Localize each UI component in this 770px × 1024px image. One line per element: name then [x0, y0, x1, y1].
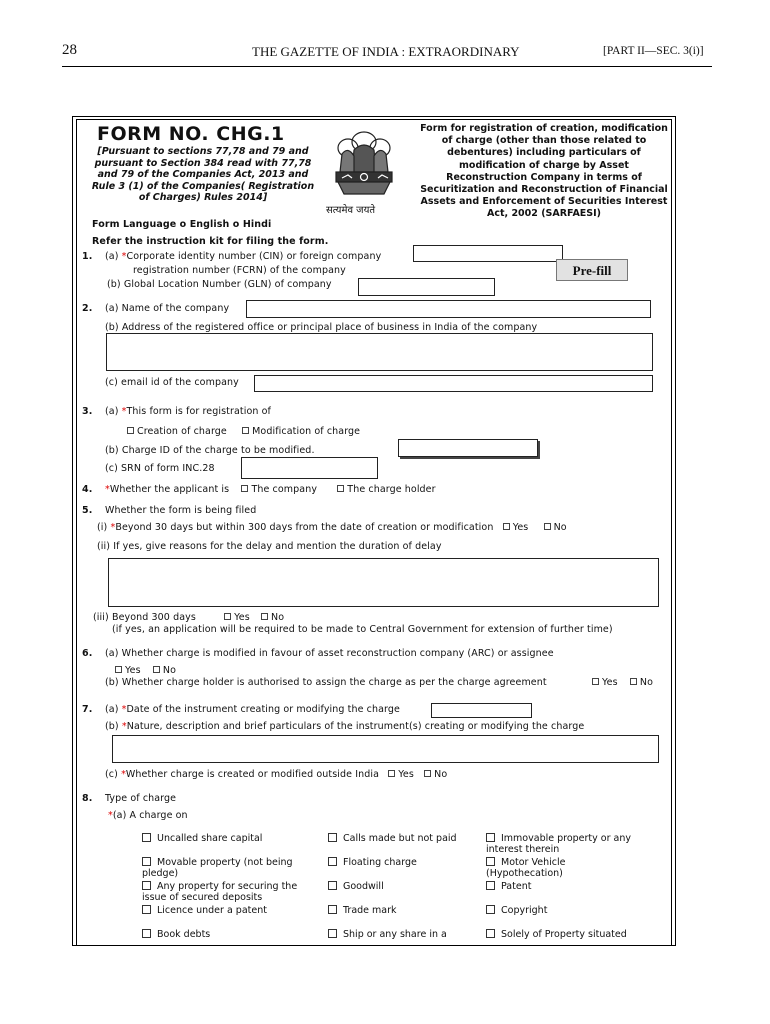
- q6-a-label: (a) Whether charge is modified in favour of asset reconstruction company (ARC) or assignee: [105, 648, 554, 659]
- srn-input[interactable]: [241, 457, 378, 479]
- q5-number: 5.: [82, 505, 93, 516]
- q3-number: 3.: [82, 406, 93, 417]
- checkbox-icon[interactable]: [328, 857, 337, 866]
- option-label: Uncalled share capital: [157, 833, 263, 844]
- q4-label: [105, 484, 436, 495]
- option-label: The company: [251, 484, 318, 495]
- checkbox-icon[interactable]: [328, 905, 337, 914]
- charge-option-motor-vehicle[interactable]: [486, 857, 606, 880]
- q5-label: Whether the form is being filed: [105, 505, 257, 516]
- address-textarea[interactable]: [106, 333, 653, 371]
- instruction-line: Refer the instruction kit for filing the form.: [92, 236, 329, 247]
- q5-i-label: [97, 522, 567, 533]
- q8-number: 8.: [82, 793, 93, 804]
- option-label: (c): [105, 769, 122, 780]
- option-label: Date of the instrument creating or modifying the charge: [126, 704, 400, 715]
- q5-iii-label: [93, 612, 284, 623]
- option-label: Ship or any share in a: [343, 929, 447, 940]
- checkbox-icon[interactable]: [486, 881, 495, 890]
- q6-number: 6.: [82, 648, 93, 659]
- option-label: Creation of charge: [137, 426, 227, 437]
- delay-reason-textarea[interactable]: [108, 558, 659, 607]
- q2-b-label: (b) Address of the registered office or principal place of business in India of the company: [105, 322, 538, 333]
- q5-iii-yes-radio[interactable]: [224, 613, 231, 620]
- checkbox-icon[interactable]: [142, 929, 151, 938]
- applicant-company-radio[interactable]: [241, 485, 248, 492]
- option-label: (iii) Beyond 300 days: [93, 612, 196, 623]
- applicant-charge-holder-radio[interactable]: [337, 485, 344, 492]
- charge-option-uncalled-share-capital[interactable]: [142, 833, 312, 844]
- charge-option-goodwill[interactable]: [328, 881, 483, 892]
- prefill-button[interactable]: Pre-fill: [556, 259, 628, 281]
- option-label: Licence under a patent: [157, 905, 267, 916]
- q5-ii-label: (ii) If yes, give reasons for the delay and mention the duration of delay: [97, 541, 442, 552]
- charge-option-ship[interactable]: [328, 929, 483, 940]
- option-label: Calls made but not paid: [343, 833, 457, 844]
- q1-number: 1.: [82, 251, 93, 262]
- option-label: Yes: [398, 769, 414, 780]
- option-label: No: [271, 612, 285, 623]
- q6-b-no-radio[interactable]: [630, 678, 637, 685]
- email-input[interactable]: [254, 375, 653, 392]
- q8-label: Type of charge: [105, 793, 177, 804]
- checkbox-icon[interactable]: [142, 881, 151, 890]
- option-label: Any property for securing the issue of secured deposits: [142, 881, 298, 904]
- q3-b-label: (b) Charge ID of the charge to be modified.: [105, 445, 315, 456]
- checkbox-icon[interactable]: [142, 857, 151, 866]
- q1-a-label: [105, 251, 381, 262]
- national-emblem-icon: [318, 120, 410, 212]
- option-label: *: [121, 769, 126, 780]
- charge-id-input[interactable]: [398, 439, 538, 457]
- option-label: *: [121, 406, 127, 417]
- option-label: (b): [105, 721, 122, 732]
- option-label: (i): [97, 522, 111, 533]
- q6-b-yes-radio[interactable]: [592, 678, 599, 685]
- q1-b-label: (b) Global Location Number (GLN) of company: [107, 279, 332, 290]
- page-number: 28: [62, 42, 77, 58]
- charge-option-immovable-property[interactable]: [486, 833, 636, 856]
- form-language[interactable]: Form Language o English o Hindi: [92, 219, 272, 230]
- q7-b-label: [105, 721, 584, 732]
- option-label: *: [110, 522, 116, 533]
- q2-a-label: (a) Name of the company: [105, 303, 230, 314]
- q5-i-yes-radio[interactable]: [503, 523, 510, 530]
- option-label: Yes: [512, 522, 529, 533]
- option-label: Trade mark: [343, 905, 397, 916]
- charge-option-secured-deposits[interactable]: [142, 881, 312, 904]
- option-label: Goodwill: [343, 881, 384, 892]
- checkbox-icon[interactable]: [486, 905, 495, 914]
- q7-number: 7.: [82, 704, 93, 715]
- q6-a-no-radio[interactable]: [153, 666, 160, 673]
- option-label: Yes: [234, 612, 250, 623]
- q5-iii-no-radio[interactable]: [261, 613, 268, 620]
- q8-a-label: [108, 810, 188, 821]
- option-label: Copyright: [501, 905, 548, 916]
- option-label: No: [553, 522, 567, 533]
- q6-a-yes-radio[interactable]: [115, 666, 122, 673]
- option-label: Nature, description and brief particulars of the instrument(s) creating or modifying the charge: [126, 721, 585, 732]
- charge-option-movable-property[interactable]: [142, 857, 312, 880]
- option-label: Whether the applicant is: [109, 484, 230, 495]
- q6-b-label: (b) Whether charge holder is authorised to assign the charge as per the charge agreement: [105, 677, 547, 688]
- option-label: *: [108, 810, 113, 821]
- charge-option-copyright[interactable]: [486, 905, 636, 916]
- cin-input[interactable]: [413, 245, 563, 262]
- option-label: Movable property (not being pledge): [142, 857, 293, 880]
- option-label: No: [639, 677, 654, 688]
- q3-c-label: (c) SRN of form INC.28: [105, 463, 215, 474]
- option-label: *: [121, 721, 127, 732]
- option-label: Yes: [125, 665, 141, 676]
- modification-radio[interactable]: [242, 427, 249, 434]
- option-label: (a): [105, 251, 122, 262]
- charge-option-book-debts[interactable]: [142, 929, 312, 940]
- option-label: Yes: [602, 677, 618, 688]
- creation-radio[interactable]: [127, 427, 134, 434]
- option-label: This form is for registration of: [126, 406, 271, 417]
- option-label: Solely of Property situated: [501, 929, 627, 940]
- checkbox-icon[interactable]: [142, 833, 151, 842]
- gazette-title: THE GAZETTE OF INDIA : EXTRAORDINARY: [252, 44, 520, 59]
- option-label: Book debts: [157, 929, 211, 940]
- charge-option-licence-under-patent[interactable]: [142, 905, 312, 916]
- charge-option-calls-made[interactable]: [328, 833, 483, 844]
- q5-i-no-radio[interactable]: [544, 523, 551, 530]
- option-label: Motor Vehicle (Hypothecation): [486, 857, 566, 880]
- q7-c-no-radio[interactable]: [424, 770, 431, 777]
- q6-a-options: [115, 665, 176, 676]
- charge-option-trade-mark[interactable]: [328, 905, 483, 916]
- charge-option-solely-property[interactable]: [486, 929, 656, 940]
- instrument-date-input[interactable]: [431, 703, 532, 718]
- gln-input[interactable]: [358, 278, 495, 296]
- option-label: *: [105, 484, 110, 495]
- q2-number: 2.: [82, 303, 93, 314]
- q7-c-label: [105, 769, 447, 780]
- emblem-motto: सत्यमेव जयते: [326, 205, 376, 216]
- option-label: No: [162, 665, 177, 676]
- q7-c-yes-radio[interactable]: [388, 770, 395, 777]
- option-label: (a): [105, 406, 122, 417]
- header-rule: [62, 66, 712, 67]
- q7-a-label: [105, 704, 400, 715]
- checkbox-icon[interactable]: [328, 833, 337, 842]
- form-title: FORM NO. CHG.1: [97, 123, 285, 145]
- q3-options: [127, 426, 360, 437]
- option-label: No: [434, 769, 448, 780]
- form-subtitle: [Pursuant to sections 77,78 and 79 and pursuant to Section 384 read with 77,78 and 79 of the Companies Act, 2013 and Rule 3 (1) of the Companies( Registration of Charges) Rules 2014]: [91, 146, 315, 204]
- option-label: Beyond 30 days but within 300 days from the date of creation or modification: [115, 522, 494, 533]
- option-label: Immovable property or any interest therein: [486, 833, 631, 856]
- q4-number: 4.: [82, 484, 93, 495]
- q5-iii-note: (if yes, an application will be required to be made to Central Government for extension of further time): [112, 624, 613, 635]
- option-label: (a) A charge on: [112, 810, 188, 821]
- checkbox-icon[interactable]: [142, 905, 151, 914]
- checkbox-icon[interactable]: [486, 833, 495, 842]
- option-label: *: [121, 704, 127, 715]
- option-label: Whether charge is created or modified outside India: [125, 769, 380, 780]
- option-label: Modification of charge: [252, 426, 361, 437]
- option-label: Corporate identity number (CIN) or foreign company: [126, 251, 382, 262]
- q2-c-label: (c) email id of the company: [105, 377, 239, 388]
- option-label: Patent: [501, 881, 532, 892]
- option-label: Floating charge: [343, 857, 417, 868]
- checkbox-icon[interactable]: [486, 929, 495, 938]
- checkbox-icon[interactable]: [328, 929, 337, 938]
- charge-option-floating-charge[interactable]: [328, 857, 483, 868]
- q6-b-options: [592, 677, 653, 688]
- q3-a-label: [105, 406, 271, 417]
- option-label: *: [121, 251, 127, 262]
- checkbox-icon[interactable]: [328, 881, 337, 890]
- charge-option-patent[interactable]: [486, 881, 636, 892]
- option-label: (a): [105, 704, 122, 715]
- instrument-particulars-textarea[interactable]: [112, 735, 659, 763]
- form-description: Form for registration of creation, modification of charge (other than those related to debentures) including particulars of modification of charge by Asset Reconstruction Company in terms of Securitization and Reconstruction of Financial Assets and Enforcement of Securities Interest Act, 2002 (SARFAESI): [420, 123, 668, 220]
- checkbox-icon[interactable]: [486, 857, 495, 866]
- section-label: [PART II—SEC. 3(i)]: [603, 45, 704, 57]
- company-name-input[interactable]: [246, 300, 651, 318]
- q1-a-label-cont: registration number (FCRN) of the company: [133, 265, 346, 276]
- option-label: The charge holder: [347, 484, 436, 495]
